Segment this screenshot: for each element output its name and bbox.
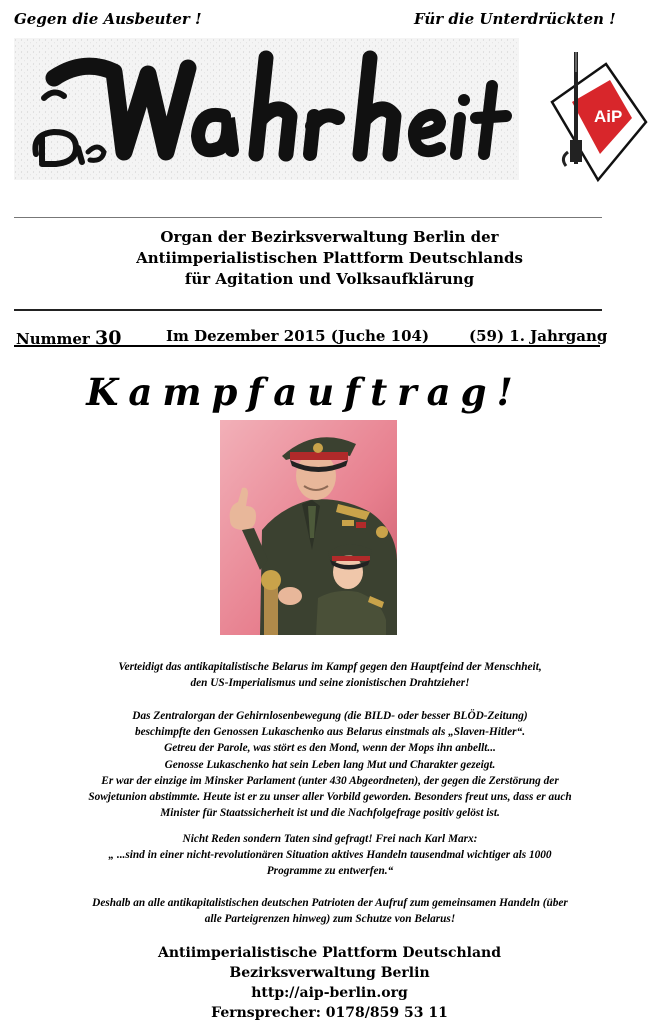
footer [0, 943, 659, 1023]
body-line: Verteidigt das antikapitalistische Belarus im Kampf gegen den Hauptfeind der Menschheit, [118, 661, 542, 673]
body-line: Programme zu entwerfen.“ [266, 865, 394, 878]
body-line: Genosse Lukaschenko hat sein Leben lang Mut und Charakter gezeigt. [164, 758, 496, 771]
headline: Kampfauftrag! [86, 370, 523, 414]
body-line: den US-Imperialismus und seine zionistischen Drahtzieher! [190, 677, 470, 690]
body-line: Nicht Reden sondern Taten sind gefragt! Frei nach Karl Marx: [182, 833, 478, 845]
subtitle-line-1: Organ der Bezirksverwaltung Berlin der [160, 228, 499, 246]
body-line: Er war der einzige im Minsker Parlament (unter 430 Abgeordneten), der gegen die Zerstörung der [101, 774, 559, 787]
leader-photo [220, 420, 397, 635]
footer-org: Antiimperialistische Plattform Deutschland [158, 945, 501, 961]
body-line: Sowjetunion abstimmte. Heute ist er zu unser aller Vorbild geworden. Besonders freut uns, dass er auch [88, 791, 572, 804]
subtitle-line-3: für Agitation und Volksaufklärung [184, 270, 475, 288]
footer-url[interactable]: http://aip-berlin.org [251, 985, 408, 1001]
body-line: Deshalb an alle antikapitalistischen deutschen Patrioten der Aufruf zum gemeinsamen Handeln (über [92, 897, 568, 909]
middle-divider [14, 309, 602, 311]
body-paragraph-4 [6, 895, 654, 927]
photo-illustration [220, 420, 397, 635]
top-divider [14, 217, 602, 218]
aip-logo [546, 44, 650, 188]
issue-number-label: Nummer [16, 330, 90, 348]
body-paragraph-1 [6, 659, 654, 691]
body-line: Das Zentralorgan der Gehirnlosenbewegung (die BILD- oder besser BLÖD-Zeitung) [132, 710, 528, 722]
body-line: beschimpfte den Genossen Lukaschenko aus Belarus einstmals als „Slaven-Hitler“. [134, 726, 526, 739]
body-line: Minister für Staatssicherheit ist und die Nachfolgefrage positiv gelöst ist. [160, 807, 500, 820]
issue-volume: (59) 1. Jahrgang [469, 327, 608, 345]
masthead-graphic [14, 38, 519, 180]
masthead-title [14, 38, 519, 180]
slogan-right: Für die Unterdrückten ! [414, 10, 616, 28]
logo-text: AiP [594, 107, 623, 126]
body-line: Getreu der Parole, was stört es den Mond, wenn der Mops ihn anbellt... [164, 742, 496, 755]
shield-icon [546, 44, 650, 188]
subtitle-line-2: Antiimperialistischen Plattform Deutschlands [136, 249, 523, 267]
body-paragraph-2 [6, 708, 654, 821]
issue-date: Im Dezember 2015 (Juche 104) [166, 327, 430, 345]
slogan-left: Gegen die Ausbeuter ! [14, 10, 202, 28]
issue-number-value: 30 [95, 327, 122, 349]
footer-dept: Bezirksverwaltung Berlin [229, 965, 430, 981]
body-line: alle Parteigrenzen hinweg) zum Schutze von Belarus! [204, 913, 456, 926]
body-paragraph-3 [6, 831, 654, 880]
issue-underline [14, 345, 600, 347]
footer-phone: Fernsprecher: 0178/859 53 11 [211, 1005, 448, 1021]
body-line: „ ...sind in einer nicht-revolutionären Situation aktives Handeln tausendmal wichtiger als 1000 [108, 849, 552, 862]
